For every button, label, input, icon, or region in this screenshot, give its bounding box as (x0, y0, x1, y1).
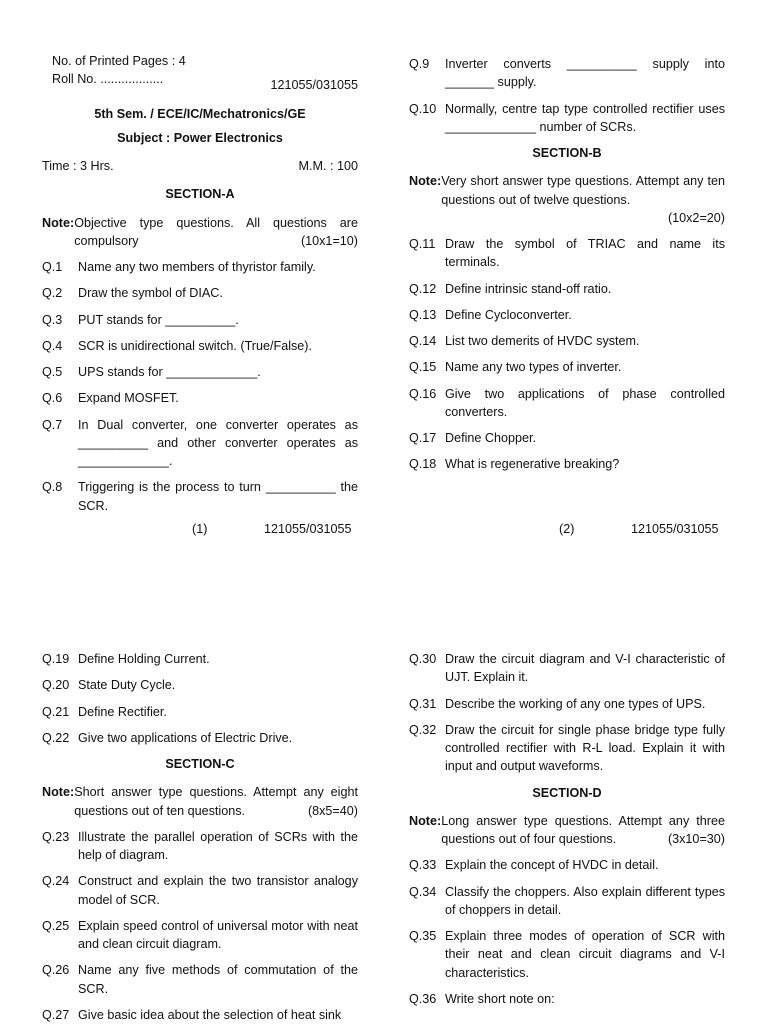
question-number: Q.15 (409, 360, 437, 375)
note-body: Short answer type questions. Attempt any eight questions out of ten questions. (74, 785, 358, 818)
question-item (42, 676, 358, 694)
time: Time : 3 Hrs. (42, 159, 114, 173)
page-number-2: (2) (559, 522, 575, 536)
question-item (42, 389, 358, 407)
question-text: Give basic idea about the selection of heat sink (78, 1007, 342, 1022)
question-number: Q.23 (42, 829, 70, 844)
page-4-column (409, 650, 725, 1016)
roll-row (42, 70, 358, 94)
question-text: Describe the working of any one types of UPS. (445, 696, 706, 711)
question-number: Q.31 (409, 696, 437, 711)
question-item (409, 235, 725, 272)
question-text: Draw the circuit diagram and V-I characteristic of UJT. Explain it. (445, 652, 725, 685)
exam-sheet-bottom (0, 640, 768, 1024)
section-a-title: SECTION-A (165, 187, 235, 202)
question-number: Q.6 (42, 391, 63, 406)
question-number: Q.16 (409, 386, 437, 401)
note-text (74, 783, 358, 820)
question-number: Q.33 (409, 858, 437, 873)
question-number: Q.2 (42, 286, 63, 301)
question-item (409, 650, 725, 687)
question-text: SCR is unidirectional switch. (True/False). (78, 338, 312, 353)
question-text: PUT stands for __________. (78, 312, 239, 327)
question-text: Normally, centre tap type controlled rectifier uses _____________ number of SCRs. (445, 101, 725, 134)
question-number: Q.3 (42, 312, 63, 327)
note-label: Note: (42, 215, 75, 230)
footer-code-2: 121055/031055 (631, 522, 719, 536)
question-item (409, 100, 725, 137)
question-item (42, 363, 358, 381)
question-item (409, 455, 725, 473)
question-item (42, 337, 358, 355)
section-c-questions (42, 828, 358, 1024)
note-marks: (8x5=40) (307, 803, 358, 818)
question-text: Expand MOSFET. (78, 391, 179, 406)
question-number: Q.1 (42, 260, 63, 274)
question-item (42, 872, 358, 909)
question-text: Classify the choppers. Also explain different types of choppers in detail. (445, 884, 725, 917)
question-number: Q.34 (409, 884, 437, 899)
note-text (74, 214, 358, 251)
question-text: UPS stands for _____________. (78, 365, 261, 379)
subject: Subject : Power Electronics (117, 130, 283, 145)
question-item (42, 729, 358, 747)
bottom-right-questions (409, 650, 725, 776)
question-item (409, 695, 725, 713)
question-item (42, 961, 358, 998)
question-number: Q.36 (409, 991, 437, 1006)
question-number: Q.14 (409, 334, 437, 348)
question-number: Q.20 (42, 678, 70, 693)
question-item (409, 990, 725, 1008)
question-number: Q.32 (409, 722, 437, 737)
question-item (42, 284, 358, 302)
question-text: Define Cycloconverter. (445, 307, 572, 322)
question-text: Define intrinsic stand-off ratio. (445, 281, 612, 296)
max-marks: M.M. : 100 (298, 159, 358, 173)
question-number: Q.8 (42, 480, 63, 495)
question-number: Q.24 (42, 874, 70, 889)
note-text (441, 172, 725, 227)
note-body: Very short answer type questions. Attempt any ten questions out of twelve questions. (441, 174, 725, 207)
section-b-note (409, 172, 725, 227)
question-number: Q.35 (409, 929, 437, 943)
question-item (409, 306, 725, 324)
question-number: Q.7 (42, 417, 63, 432)
question-text: Name any five methods of commutation of the SCR. (78, 963, 358, 996)
note-label: Note: (409, 174, 442, 189)
question-item (42, 917, 358, 954)
question-item (42, 828, 358, 865)
question-text: Give two applications of phase controlled converters. (445, 386, 725, 419)
question-number: Q.4 (42, 338, 63, 353)
question-number: Q.18 (409, 457, 437, 472)
question-item (409, 721, 725, 776)
question-text: Define Holding Current. (78, 652, 210, 666)
footer-code-1: 121055/031055 (264, 522, 352, 536)
question-item (409, 883, 725, 920)
question-item (409, 429, 725, 447)
question-item (409, 856, 725, 874)
question-text: Define Rectifier. (78, 704, 167, 719)
question-item (409, 280, 725, 298)
roll-no: Roll No. .................. (52, 72, 164, 87)
question-number: Q.11 (409, 237, 436, 251)
question-item (409, 332, 725, 350)
question-text: Explain the concept of HVDC in detail. (445, 858, 659, 873)
question-item (409, 385, 725, 422)
question-text: Give two applications of Electric Drive. (78, 730, 293, 745)
question-text: Draw the symbol of DIAC. (78, 286, 223, 301)
question-number: Q.25 (42, 918, 70, 933)
note-marks: (10x2=20) (667, 210, 725, 225)
question-text: List two demerits of HVDC system. (445, 334, 640, 348)
section-b-questions (409, 235, 725, 474)
note-label: Note: (42, 785, 75, 800)
question-text: State Duty Cycle. (78, 678, 176, 693)
question-number: Q.9 (409, 57, 430, 71)
question-item (409, 55, 725, 92)
question-text: In Dual converter, one converter operates as __________ and other converter operates as _____________. (78, 417, 358, 468)
question-item (42, 258, 358, 276)
question-text: Illustrate the parallel operation of SCRs with the help of diagram. (78, 829, 358, 862)
note-label: Note: (409, 813, 442, 828)
question-number: Q.17 (409, 431, 437, 445)
paper-code: 121055/031055 (270, 78, 358, 93)
question-text: Write short note on: (445, 991, 555, 1006)
note-body: Long answer type questions. Attempt any three questions out of four questions. (441, 813, 725, 846)
question-item (42, 478, 358, 515)
question-text: Construct and explain the two transistor analogy model of SCR. (78, 874, 358, 907)
question-text: Name any two members of thyristor family. (78, 260, 316, 274)
note-body: Objective type questions. All questions are compulsory (74, 215, 358, 248)
note-marks: (3x10=30) (667, 832, 725, 846)
section-c-title: SECTION-C (165, 757, 235, 771)
section-c-note (42, 783, 358, 820)
question-text: Triggering is the process to turn __________ the SCR. (78, 480, 358, 513)
question-text: Define Chopper. (445, 431, 537, 445)
question-item (42, 703, 358, 721)
question-item (409, 927, 725, 982)
question-number: Q.30 (409, 652, 437, 666)
question-number: Q.13 (409, 307, 437, 322)
section-d-questions (409, 856, 725, 1008)
section-a-note (42, 214, 358, 251)
question-number: Q.22 (42, 730, 70, 745)
question-item (42, 311, 358, 329)
note-marks: (10x1=10) (300, 233, 358, 248)
page-3-column (42, 650, 358, 1032)
right-top-questions (409, 55, 725, 136)
section-d-note (409, 812, 725, 849)
question-item (42, 416, 358, 471)
printed-pages: No. of Printed Pages : 4 (52, 54, 186, 68)
question-number: Q.26 (42, 963, 70, 978)
question-number: Q.5 (42, 365, 63, 379)
question-item (42, 1006, 358, 1024)
question-item (409, 358, 725, 376)
question-text: Inverter converts __________ supply into _______ supply. (445, 57, 725, 90)
question-text: What is regenerative breaking? (445, 457, 620, 472)
bottom-left-questions (42, 650, 358, 747)
page-1-column (42, 52, 358, 523)
question-number: Q.10 (409, 101, 437, 116)
page-2-column (409, 55, 725, 482)
question-text: Draw the circuit for single phase bridge type fully controlled rectifier with R-L load. Explain it with input and output waveforms. (445, 722, 725, 774)
question-number: Q.27 (42, 1007, 70, 1022)
question-number: Q.12 (409, 281, 437, 296)
semester: 5th Sem. / ECE/IC/Mechatronics/GE (94, 106, 306, 121)
question-text: Name any two types of inverter. (445, 360, 622, 375)
question-text: Draw the symbol of TRIAC and name its terminals. (445, 237, 725, 270)
question-item (42, 650, 358, 668)
page-number-1: (1) (192, 522, 208, 536)
section-b-title: SECTION-B (532, 146, 602, 160)
question-number: Q.21 (42, 704, 70, 719)
time-marks-row (42, 157, 358, 175)
question-text: Explain three modes of operation of SCR with their neat and clean circuit diagrams and V-I characteristics. (445, 929, 725, 980)
note-text (441, 812, 725, 849)
section-d-title: SECTION-D (532, 785, 602, 800)
question-text: Explain speed control of universal motor with neat and clean circuit diagram. (78, 918, 358, 951)
question-number: Q.19 (42, 652, 70, 666)
section-a-questions (42, 258, 358, 515)
